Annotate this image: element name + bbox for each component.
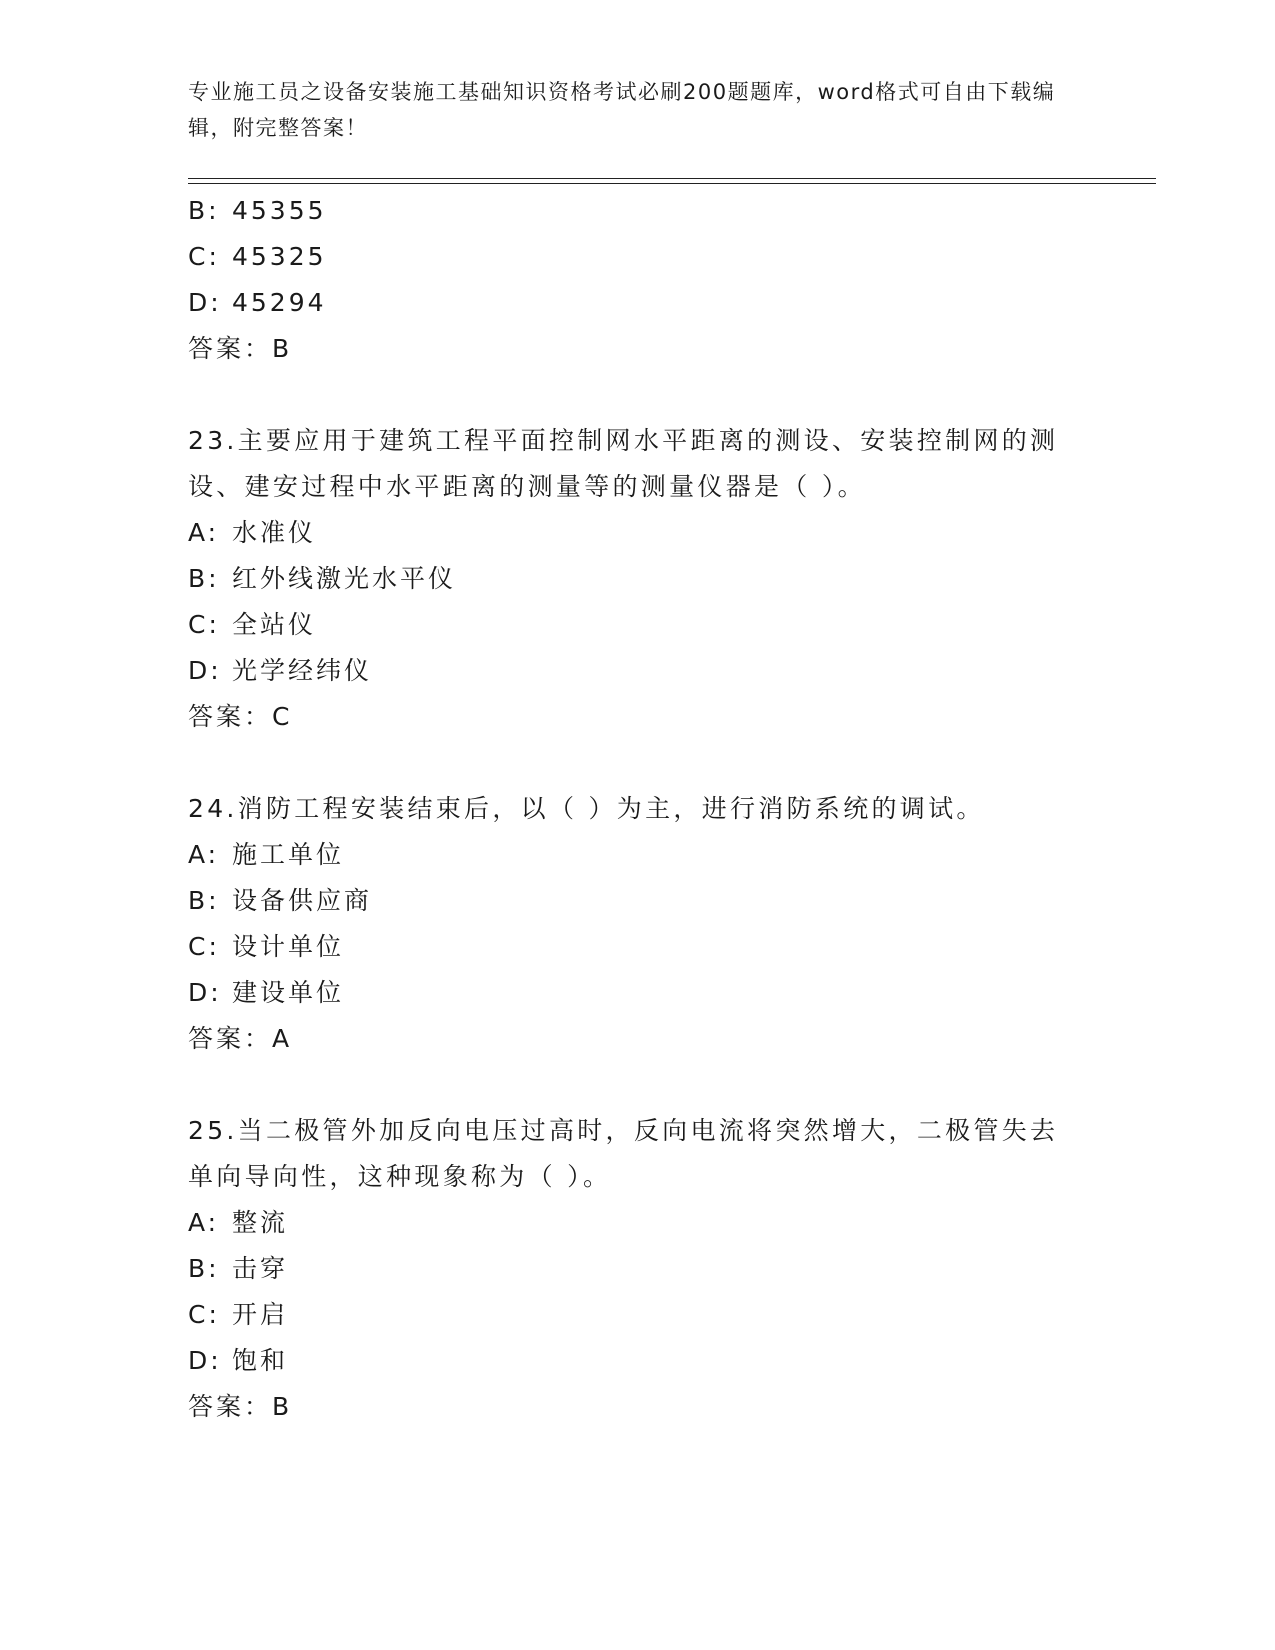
question-text-line-1: 25.当二极管外加反向电压过高时，反向电流将突然增大，二极管失去 [188,1116,1059,1145]
option-label: D: [188,288,222,317]
option-label: B: [188,1254,220,1283]
option-text: 设计单位 [232,932,345,961]
option-label: D: [188,1346,222,1375]
question-text-line-2: 单向导向性，这种现象称为（ ）。 [188,1162,612,1191]
header-rule-top [188,178,1156,179]
option-text: 45294 [232,288,327,317]
option-label: B: [188,886,220,915]
option-b [188,188,1088,234]
option-label: C: [188,610,220,639]
option-text: 开启 [232,1300,289,1329]
option-b [188,1246,1088,1292]
option-c [188,924,1088,970]
option-label: D: [188,978,222,1007]
option-label: C: [188,1300,220,1329]
header-rule-bottom [188,183,1156,184]
option-text: 饱和 [232,1346,289,1375]
option-text: 水准仪 [232,518,317,547]
option-a [188,832,1088,878]
option-c [188,1292,1088,1338]
option-d [188,970,1088,1016]
option-label: D: [188,656,222,685]
answer-line: 答案：C [188,702,293,731]
option-text: 建设单位 [232,978,345,1007]
option-c [188,602,1088,648]
option-text: 全站仪 [232,610,317,639]
option-text: 整流 [232,1208,289,1237]
option-a [188,510,1088,556]
prev-question-options [188,188,1088,372]
answer-line: 答案：B [188,1392,293,1421]
option-label: A: [188,1208,220,1237]
question-text-line-2: 设、建安过程中水平距离的测量等的测量仪器是（ ）。 [188,472,866,501]
option-text: 光学经纬仪 [232,656,373,685]
option-b [188,878,1088,924]
question-23 [188,418,1088,740]
question-text-line-1: 23.主要应用于建筑工程平面控制网水平距离的测设、安装控制网的测 [188,426,1059,455]
option-text: 施工单位 [232,840,345,869]
option-text: 设备供应商 [232,886,373,915]
question-24 [188,786,1088,1062]
option-label: A: [188,518,220,547]
option-label: C: [188,242,220,271]
option-text: 45325 [232,242,327,271]
option-label: C: [188,932,220,961]
answer-line: 答案：A [188,1024,293,1053]
option-c [188,234,1088,280]
question-list [188,188,1088,1430]
question-25 [188,1108,1088,1430]
option-label: A: [188,840,220,869]
option-b [188,556,1088,602]
option-d [188,648,1088,694]
option-text: 击穿 [232,1254,289,1283]
option-label: B: [188,564,220,593]
option-text: 45355 [232,196,327,225]
option-text: 红外线激光水平仪 [232,564,457,593]
option-label: B: [188,196,220,225]
question-text-line-1: 24.消防工程安装结束后，以（ ）为主，进行消防系统的调试。 [188,794,985,823]
option-d [188,1338,1088,1384]
option-a [188,1200,1088,1246]
option-d [188,280,1088,326]
document-header: 专业施工员之设备安装施工基础知识资格考试必刷200题题库，word格式可自由下载编辑，附完整答案！ [188,80,1056,140]
answer-line: 答案：B [188,334,293,363]
